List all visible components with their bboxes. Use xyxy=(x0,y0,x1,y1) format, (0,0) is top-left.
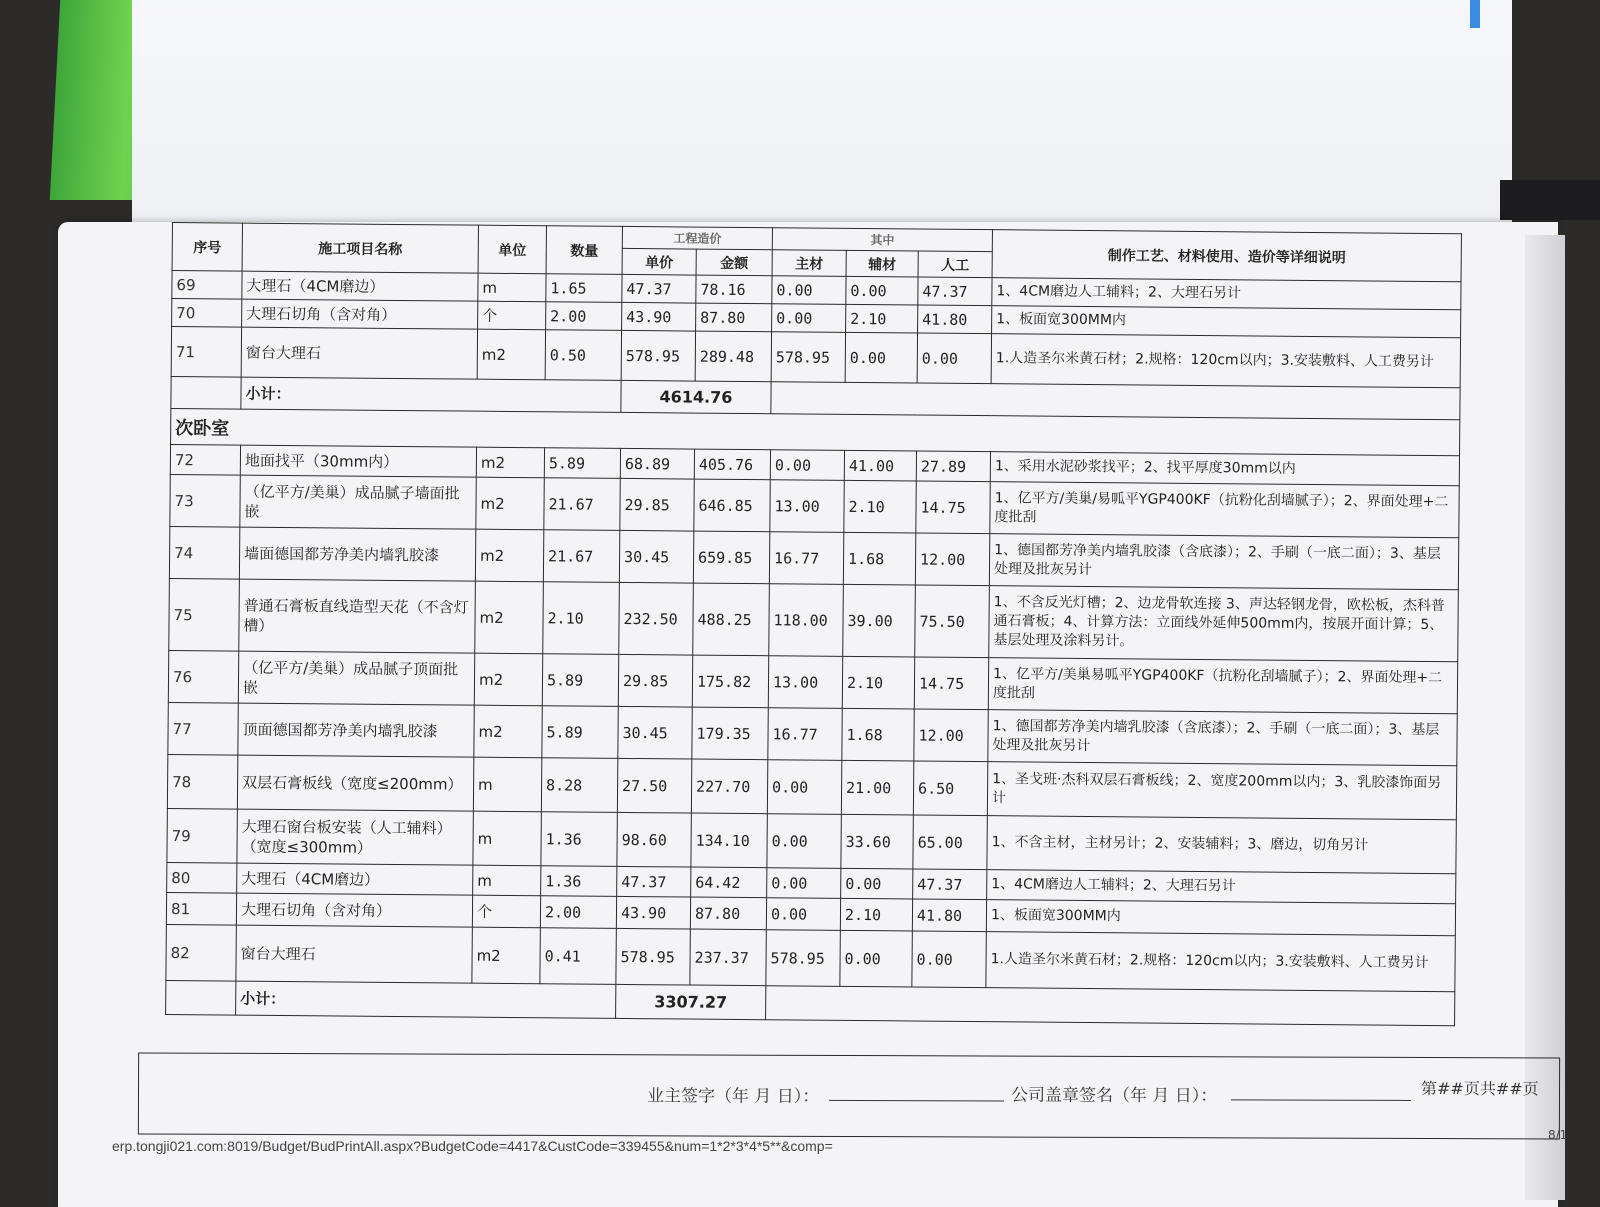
row-unit: m2 xyxy=(474,705,542,758)
row-aux: 2.10 xyxy=(844,480,916,533)
col-header-name: 施工项目名称 xyxy=(242,223,478,273)
row-idx: 82 xyxy=(166,924,236,981)
col-header-unit: 单位 xyxy=(478,225,546,274)
row-amount: 646.85 xyxy=(694,479,770,532)
subtotal-blank xyxy=(166,980,236,1015)
binder-tab xyxy=(1470,0,1480,28)
row-name: 顶面德国都芳净美内墙乳胶漆 xyxy=(238,703,474,757)
row-amount: 87.80 xyxy=(690,897,766,930)
row-name: 大理石（4CM磨边） xyxy=(242,271,478,301)
row-unit: m xyxy=(473,865,541,896)
row-qty: 1.36 xyxy=(541,812,617,867)
row-idx: 80 xyxy=(167,862,237,893)
corner-text: 8/1 xyxy=(1548,1128,1568,1142)
row-amount: 179.35 xyxy=(692,707,768,760)
col-header-aux-material: 辅材 xyxy=(846,250,918,277)
row-price: 43.90 xyxy=(622,302,696,331)
row-labor: 0.00 xyxy=(917,333,991,384)
row-name: 大理石切角（含对角） xyxy=(236,893,472,927)
owner-signature-label: 业主签字（年 月 日）： xyxy=(646,1086,820,1107)
row-labor: 14.75 xyxy=(916,481,990,534)
row-price: 29.85 xyxy=(620,478,694,531)
col-header-idx: 序号 xyxy=(172,223,242,272)
row-desc: 1、不含反光灯槽；2、边龙骨软连接 3、声达轻钢龙骨，欧松板，杰科普通石膏板；4、计算方法：立面线外延伸500mm内，按展开面计算；5、基层处理及涂料另计。 xyxy=(989,586,1459,662)
row-desc: 1、不含主材，主材另计；2、安装辅料；3、磨边，切角另计 xyxy=(987,816,1456,874)
subtotal-value: 3307.27 xyxy=(616,984,766,1019)
row-main: 0.00 xyxy=(767,868,841,899)
row-labor: 47.37 xyxy=(913,869,987,900)
row-price: 29.85 xyxy=(618,654,692,707)
row-price: 98.60 xyxy=(617,812,691,867)
row-desc: 1、采用水泥砂浆找平；2、找平厚度30mm以内 xyxy=(990,452,1459,486)
row-labor: 47.37 xyxy=(918,277,992,306)
row-idx: 73 xyxy=(170,474,240,527)
row-idx: 77 xyxy=(168,702,238,755)
row-unit: m2 xyxy=(477,329,545,380)
row-aux: 1.68 xyxy=(842,708,914,761)
row-amount: 64.42 xyxy=(691,867,767,898)
row-labor: 41.80 xyxy=(912,899,986,932)
row-amount: 78.16 xyxy=(696,275,772,304)
row-idx: 69 xyxy=(172,271,242,300)
row-price: 43.90 xyxy=(616,896,690,929)
row-aux: 2.10 xyxy=(846,304,918,333)
row-qty: 21.67 xyxy=(544,478,620,531)
company-seal-label: 公司盖章签名（年 月 日）： xyxy=(1010,1085,1218,1107)
col-header-desc: 制作工艺、材料使用、造价等详细说明 xyxy=(992,230,1461,282)
row-amount: 227.70 xyxy=(691,759,767,814)
row-price: 578.95 xyxy=(621,330,695,381)
row-idx: 74 xyxy=(169,526,239,579)
row-aux: 0.00 xyxy=(845,332,917,383)
page-fold xyxy=(1525,235,1568,1200)
row-price: 47.37 xyxy=(622,274,696,303)
row-labor: 0.00 xyxy=(912,931,986,988)
row-amount: 134.10 xyxy=(691,813,767,868)
row-labor: 12.00 xyxy=(915,533,989,586)
row-aux: 0.00 xyxy=(840,930,912,987)
row-amount: 488.25 xyxy=(693,583,770,656)
row-desc: 1、板面宽300MM内 xyxy=(992,306,1461,338)
row-amount: 405.76 xyxy=(694,449,770,480)
row-name: （亿平方/美巢）成品腻子墙面批嵌 xyxy=(240,475,476,529)
row-main: 0.00 xyxy=(767,814,841,869)
row-main: 118.00 xyxy=(769,584,844,657)
footer-url: erp.tongji021.com:8019/Budget/BudPrintAll.aspx?BudgetCode=4417&CustCode=339455&num=1*2*3*4*5**&comp= xyxy=(112,1138,833,1154)
row-idx: 70 xyxy=(172,299,242,328)
row-price: 47.37 xyxy=(617,866,691,897)
page-number: 第##页共##页 xyxy=(1420,1078,1539,1099)
row-name: 双层石膏板线（宽度≤200mm） xyxy=(237,755,473,811)
row-unit: m2 xyxy=(472,927,540,984)
row-name: 普通石膏板直线造型天花（不含灯槽） xyxy=(239,579,476,653)
row-unit: m2 xyxy=(476,477,544,530)
row-main: 16.77 xyxy=(769,532,843,585)
row-labor: 75.50 xyxy=(915,585,990,658)
row-aux: 33.60 xyxy=(841,814,913,869)
row-name: 窗台大理石 xyxy=(236,925,472,983)
row-aux: 21.00 xyxy=(841,760,913,815)
row-idx: 75 xyxy=(169,578,240,651)
row-price: 30.45 xyxy=(618,706,692,759)
row-price: 27.50 xyxy=(617,758,691,813)
previous-page xyxy=(132,0,1512,232)
row-qty: 2.10 xyxy=(543,582,620,655)
row-desc: 1、4CM磨边人工辅料；2、大理石另计 xyxy=(987,870,1456,904)
col-header-labor: 人工 xyxy=(918,251,992,278)
row-idx: 79 xyxy=(167,808,237,863)
row-aux: 0.00 xyxy=(841,868,913,899)
subtotal-label: 小计： xyxy=(236,981,616,1018)
row-desc: 1、板面宽300MM内 xyxy=(986,900,1455,936)
row-unit: m xyxy=(478,273,546,302)
row-name: 大理石（4CM磨边） xyxy=(237,863,473,895)
row-unit: m2 xyxy=(475,529,543,582)
row-aux: 2.10 xyxy=(840,898,912,931)
row-qty: 1.36 xyxy=(541,866,617,897)
row-main: 0.00 xyxy=(772,276,846,305)
row-labor: 12.00 xyxy=(914,709,988,762)
row-labor: 6.50 xyxy=(913,761,987,816)
row-qty: 0.41 xyxy=(540,928,616,985)
col-header-amount: 金额 xyxy=(696,249,772,276)
col-header-unit-price: 单价 xyxy=(622,248,696,275)
row-desc: 1、德国都芳净美内墙乳胶漆（含底漆）；2、手刷（一底二面）；3、基层处理及批灰另计 xyxy=(988,710,1457,766)
row-price: 578.95 xyxy=(616,928,690,985)
row-name: 墙面德国都芳净美内墙乳胶漆 xyxy=(239,527,475,581)
row-price: 68.89 xyxy=(620,448,694,479)
row-qty: 5.89 xyxy=(542,706,618,759)
row-main: 0.00 xyxy=(766,898,840,931)
row-qty: 2.00 xyxy=(546,302,622,331)
row-labor: 27.89 xyxy=(916,451,990,482)
section-title: 次卧室 xyxy=(171,408,1460,455)
col-header-qty: 数量 xyxy=(546,226,622,275)
row-main: 13.00 xyxy=(768,656,842,709)
row-amount: 659.85 xyxy=(693,531,769,584)
row-price: 30.45 xyxy=(619,530,693,583)
row-amount: 237.37 xyxy=(690,929,766,986)
row-desc: 1.人造圣尔米黄石材；2.规格：120cm以内；3.安装敷料、人工费另计 xyxy=(986,932,1455,992)
row-labor: 65.00 xyxy=(913,815,987,870)
row-main: 0.00 xyxy=(772,304,846,333)
row-qty: 5.89 xyxy=(542,654,618,707)
row-unit: m2 xyxy=(475,581,544,654)
subtotal-empty xyxy=(766,986,1455,1026)
row-idx: 81 xyxy=(166,892,236,925)
row-idx: 78 xyxy=(167,754,237,809)
row-qty: 5.89 xyxy=(544,448,620,479)
background-shadow xyxy=(1500,180,1600,220)
row-name: 地面找平（30mm内） xyxy=(240,445,476,477)
col-header-main-material: 主材 xyxy=(772,250,846,277)
row-qty: 2.00 xyxy=(540,896,616,929)
row-unit: 个 xyxy=(478,301,546,330)
row-labor: 14.75 xyxy=(914,657,988,710)
row-desc: 1、亿平方/美巢易呱平YGP400KF（抗粉化刮墙腻子）；2、界面处理+二度批刮 xyxy=(988,658,1457,714)
subtotal-label: 小计： xyxy=(241,377,621,412)
row-amount: 87.80 xyxy=(696,303,772,332)
row-unit: m2 xyxy=(476,447,544,478)
row-price: 232.50 xyxy=(619,582,694,655)
row-main: 578.95 xyxy=(766,930,840,987)
row-idx: 76 xyxy=(168,650,238,703)
row-aux: 2.10 xyxy=(842,656,914,709)
row-aux: 0.00 xyxy=(846,276,918,305)
col-header-engineering-cost: 工程造价 xyxy=(622,226,772,249)
row-main: 578.95 xyxy=(771,332,845,383)
row-idx: 71 xyxy=(171,327,241,378)
row-desc: 1、4CM磨边人工辅料；2、大理石另计 xyxy=(992,278,1461,310)
row-desc: 1、圣戈班·杰科双层石膏板线；2、宽度200mm以内；3、乳胶漆饰面另计 xyxy=(987,762,1456,820)
row-desc: 1、德国都芳净美内墙乳胶漆（含底漆）；2、手刷（一底二面）；3、基层处理及批灰另计 xyxy=(989,534,1458,590)
row-unit: m xyxy=(473,811,541,866)
owner-signature-line[interactable] xyxy=(829,1100,1004,1102)
row-desc: 1.人造圣尔米黄石材；2.规格：120cm以内；3.安装敷料、人工费另计 xyxy=(991,334,1460,388)
subtotal-value: 4614.76 xyxy=(621,380,771,413)
signature-box xyxy=(138,1053,1560,1140)
row-aux: 41.00 xyxy=(844,450,916,481)
row-labor: 41.80 xyxy=(918,305,992,334)
row-main: 16.77 xyxy=(768,708,842,761)
budget-table xyxy=(165,222,1462,1026)
company-signature-line[interactable] xyxy=(1231,1099,1411,1101)
row-idx: 72 xyxy=(170,444,240,475)
row-unit: 个 xyxy=(472,895,540,928)
row-qty: 0.50 xyxy=(545,330,621,381)
row-main: 13.00 xyxy=(770,480,844,533)
row-main: 0.00 xyxy=(767,760,841,815)
row-name: 大理石窗台板安装（人工辅料）（宽度≤300mm） xyxy=(237,809,473,865)
row-name: 大理石切角（含对角） xyxy=(242,299,478,329)
row-unit: m xyxy=(473,757,541,812)
table-row xyxy=(169,578,1459,661)
col-header-breakdown: 其中 xyxy=(772,228,992,252)
row-qty: 21.67 xyxy=(543,530,619,583)
row-qty: 1.65 xyxy=(546,274,622,303)
row-desc: 1、亿平方/美巢/易呱平YGP400KF（抗粉化刮墙腻子）；2、界面处理+二度批刮 xyxy=(990,482,1459,538)
row-amount: 289.48 xyxy=(695,331,771,382)
subtotal-blank xyxy=(171,376,241,409)
row-amount: 175.82 xyxy=(692,655,768,708)
row-main: 0.00 xyxy=(770,450,844,481)
row-unit: m2 xyxy=(474,653,542,706)
row-qty: 8.28 xyxy=(541,758,617,813)
row-name: （亿平方/美巢）成品腻子顶面批嵌 xyxy=(238,651,474,705)
row-name: 窗台大理石 xyxy=(241,327,477,379)
row-aux: 39.00 xyxy=(843,584,916,657)
row-aux: 1.68 xyxy=(843,532,915,585)
